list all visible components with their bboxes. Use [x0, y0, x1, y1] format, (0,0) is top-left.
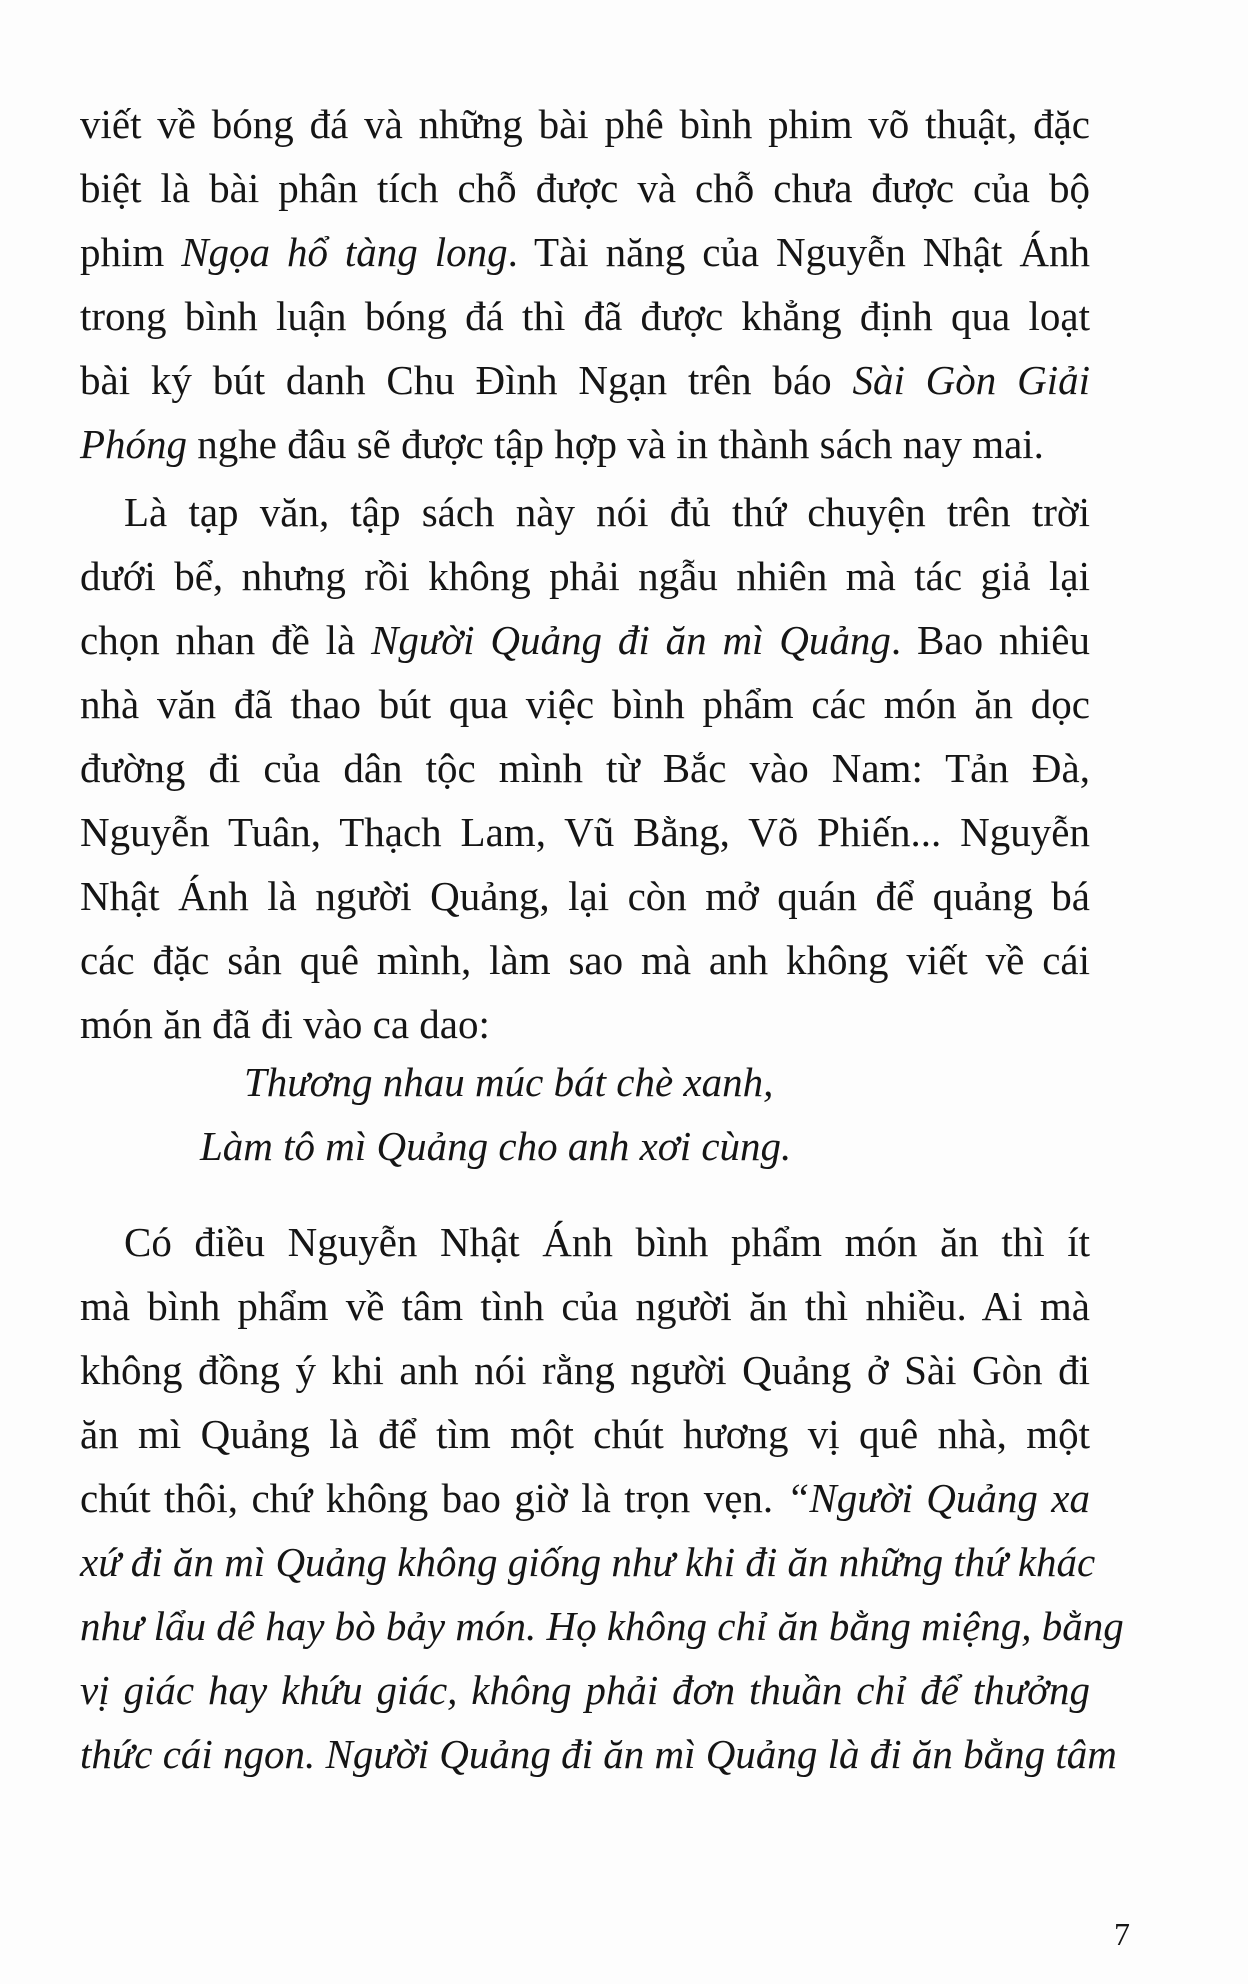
- film-title: Ngọa hổ tàng long: [181, 229, 508, 275]
- poem-verse: Làm tô mì Quảng cho anh xơi cùng.: [200, 1123, 792, 1169]
- quote-text: thức cái ngon. Người Quảng đi ăn mì Quảng là đi ăn bằng tâm: [80, 1731, 1117, 1777]
- text-line: ăn mì Quảng là để tìm một chút hương vị quê nhà, một: [80, 1411, 1090, 1457]
- poem-verse: Thương nhau múc bát chè xanh,: [244, 1059, 774, 1105]
- quote-text: vị giác hay khứu giác, không phải đơn thuần chỉ để thưởng: [80, 1667, 1090, 1713]
- text-line: dưới bể, nhưng rồi không phải ngẫu nhiên mà tác giả lại: [80, 553, 1090, 599]
- page-number: 7: [1114, 1916, 1130, 1952]
- paragraph-3: [80, 1210, 1124, 1786]
- paragraph-1: [80, 92, 1090, 476]
- text-line: món ăn đã đi vào ca dao:: [80, 1001, 490, 1047]
- text-line: Nhật Ánh là người Quảng, lại còn mở quán để quảng bá: [80, 873, 1090, 919]
- text-line: Có điều Nguyễn Nhật Ánh bình phẩm món ăn thì ít: [124, 1219, 1090, 1265]
- text-line: viết về bóng đá và những bài phê bình phim võ thuật, đặc: [80, 101, 1090, 147]
- text-line: không đồng ý khi anh nói rằng người Quảng ở Sài Gòn đi: [80, 1347, 1090, 1393]
- paragraph-2: [80, 480, 1090, 1056]
- text-line: [80, 608, 1090, 672]
- newspaper-title: Sài Gòn Giải: [852, 357, 1090, 403]
- text-run: phim: [80, 229, 182, 275]
- text-run: chọn nhan đề là: [80, 617, 372, 663]
- text-run: . Bao nhiêu: [890, 617, 1091, 663]
- text-line: đường đi của dân tộc mình từ Bắc vào Nam: Tản Đà,: [80, 745, 1090, 791]
- text-line: [80, 1658, 1090, 1722]
- text-run: nghe đâu sẽ được tập hợp và in thành sách nay mai.: [187, 421, 1044, 467]
- quote-text: như lẩu dê hay bò bảy món. Họ không chỉ ăn bằng miệng, bằng: [80, 1603, 1124, 1649]
- newspaper-title: Phóng: [80, 421, 188, 467]
- text-line: biệt là bài phân tích chỗ được và chỗ chưa được của bộ: [80, 165, 1090, 211]
- text-run: . Tài năng của Nguyễn Nhật Ánh: [507, 229, 1090, 275]
- text-line: [80, 1722, 1117, 1786]
- text-line: mà bình phẩm về tâm tình của người ăn thì nhiều. Ai mà: [80, 1283, 1090, 1329]
- text-line: [80, 1594, 1124, 1658]
- text-line: Nguyễn Tuân, Thạch Lam, Vũ Bằng, Võ Phiến... Nguyễn: [80, 809, 1090, 855]
- quote-text: “Người Quảng xa: [786, 1475, 1090, 1521]
- quote-text: xứ đi ăn mì Quảng không giống như khi đi ăn những thứ khác: [80, 1539, 1096, 1585]
- text-line: [80, 412, 1090, 476]
- text-line: Là tạp văn, tập sách này nói đủ thứ chuyện trên trời: [124, 489, 1090, 535]
- text-line: [80, 220, 1090, 284]
- text-line: [80, 348, 1090, 412]
- text-line: [80, 1466, 1090, 1530]
- text-run: chút thôi, chứ không bao giờ là trọn vẹn.: [80, 1475, 787, 1521]
- folk-poem: [200, 1050, 791, 1178]
- text-line: nhà văn đã thao bút qua việc bình phẩm các món ăn dọc: [80, 681, 1090, 727]
- text-run: bài ký bút danh Chu Đình Ngạn trên báo: [80, 357, 853, 403]
- book-title: Người Quảng đi ăn mì Quảng: [371, 617, 891, 663]
- text-line: các đặc sản quê mình, làm sao mà anh không viết về cái: [80, 937, 1090, 983]
- text-line: [80, 1530, 1096, 1594]
- text-line: trong bình luận bóng đá thì đã được khẳng định qua loạt: [80, 293, 1090, 339]
